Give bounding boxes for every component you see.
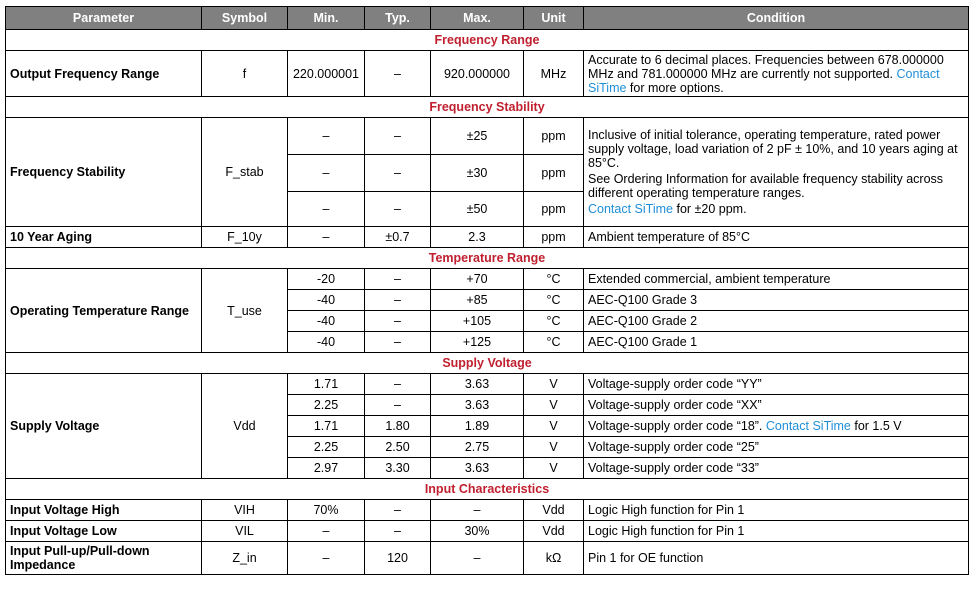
condition-cell: Pin 1 for OE function: [584, 542, 969, 575]
typ-cell: –: [365, 51, 431, 97]
condition-cell: Voltage-supply order code “25”: [584, 437, 969, 458]
typ-cell: –: [365, 332, 431, 353]
unit-cell: ppm: [524, 227, 584, 248]
min-cell: 2.25: [288, 437, 365, 458]
condition-cell: Ambient temperature of 85°C: [584, 227, 969, 248]
section-row: [6, 248, 969, 269]
section-title-input-characteristics: Input Characteristics: [6, 479, 969, 500]
header-min: Min.: [288, 7, 365, 30]
condition-cell: AEC-Q100 Grade 2: [584, 311, 969, 332]
table-row-supply-voltage: [6, 374, 969, 395]
header-typ: Typ.: [365, 7, 431, 30]
condition-cell: AEC-Q100 Grade 1: [584, 332, 969, 353]
unit-cell: Vdd: [524, 500, 584, 521]
table-row-output-frequency: [6, 51, 969, 97]
max-cell: ±30: [431, 155, 524, 192]
parameter-cell: Input Pull-up/Pull-down Impedance: [6, 542, 202, 575]
min-cell: –: [288, 192, 365, 227]
condition-text: Accurate to 6 decimal places. Frequencies between 678.000000 MHz and 781.000000 MHz are currently not supported.: [588, 52, 944, 81]
table-row-input-impedance: [6, 542, 969, 575]
min-cell: 1.71: [288, 374, 365, 395]
table-row-aging: [6, 227, 969, 248]
parameter-cell: Frequency Stability: [6, 118, 202, 227]
unit-cell: ppm: [524, 192, 584, 227]
max-cell: ±50: [431, 192, 524, 227]
max-cell: 2.75: [431, 437, 524, 458]
parameter-cell: Supply Voltage: [6, 374, 202, 479]
contact-sitime-link[interactable]: Contact SiTime: [588, 202, 673, 216]
unit-cell: °C: [524, 311, 584, 332]
condition-cell: Logic High function for Pin 1: [584, 500, 969, 521]
max-cell: 920.000000: [431, 51, 524, 97]
parameter-cell: Input Voltage Low: [6, 521, 202, 542]
min-cell: 2.97: [288, 458, 365, 479]
symbol-cell: VIL: [202, 521, 288, 542]
symbol-cell: T_use: [202, 269, 288, 353]
section-row: [6, 479, 969, 500]
condition-cell: Logic High function for Pin 1: [584, 521, 969, 542]
section-title-temperature-range: Temperature Range: [6, 248, 969, 269]
section-title-supply-voltage: Supply Voltage: [6, 353, 969, 374]
symbol-cell: f: [202, 51, 288, 97]
unit-cell: °C: [524, 290, 584, 311]
symbol-cell: VIH: [202, 500, 288, 521]
typ-cell: –: [365, 395, 431, 416]
header-row: [6, 7, 969, 30]
typ-cell: –: [365, 118, 431, 155]
parameter-cell: 10 Year Aging: [6, 227, 202, 248]
typ-cell: 120: [365, 542, 431, 575]
condition-cell: Voltage-supply order code “33”: [584, 458, 969, 479]
min-cell: –: [288, 227, 365, 248]
min-cell: -20: [288, 269, 365, 290]
max-cell: 2.3: [431, 227, 524, 248]
electrical-spec-table: [5, 6, 969, 575]
unit-cell: V: [524, 458, 584, 479]
unit-cell: ppm: [524, 118, 584, 155]
max-cell: ±25: [431, 118, 524, 155]
unit-cell: kΩ: [524, 542, 584, 575]
typ-cell: –: [365, 374, 431, 395]
typ-cell: –: [365, 311, 431, 332]
parameter-cell: Operating Temperature Range: [6, 269, 202, 353]
typ-cell: –: [365, 521, 431, 542]
min-cell: –: [288, 155, 365, 192]
typ-cell: ±0.7: [365, 227, 431, 248]
header-unit: Unit: [524, 7, 584, 30]
unit-cell: °C: [524, 332, 584, 353]
min-cell: –: [288, 118, 365, 155]
condition-text: for ±20 ppm.: [676, 202, 747, 216]
unit-cell: V: [524, 416, 584, 437]
max-cell: +125: [431, 332, 524, 353]
unit-cell: °C: [524, 269, 584, 290]
max-cell: +105: [431, 311, 524, 332]
max-cell: +85: [431, 290, 524, 311]
condition-cell: Voltage-supply order code “YY”: [584, 374, 969, 395]
max-cell: +70: [431, 269, 524, 290]
condition-cell: AEC-Q100 Grade 3: [584, 290, 969, 311]
condition-cell: [584, 416, 969, 437]
max-cell: 3.63: [431, 458, 524, 479]
condition-text: for more options.: [629, 80, 724, 95]
header-condition: Condition: [584, 7, 969, 30]
contact-sitime-link[interactable]: Contact SiTime: [765, 419, 851, 433]
min-cell: 220.000001: [288, 51, 365, 97]
typ-cell: –: [365, 155, 431, 192]
typ-cell: –: [365, 500, 431, 521]
condition-cell: [584, 51, 969, 97]
condition-text: See Ordering Information for available frequency stability across different operating temperature ranges.: [588, 172, 944, 200]
unit-cell: MHz: [524, 51, 584, 97]
max-cell: 30%: [431, 521, 524, 542]
max-cell: –: [431, 542, 524, 575]
min-cell: –: [288, 521, 365, 542]
parameter-cell: Input Voltage High: [6, 500, 202, 521]
unit-cell: Vdd: [524, 521, 584, 542]
parameter-cell: Output Frequency Range: [6, 51, 202, 97]
min-cell: -40: [288, 290, 365, 311]
typ-cell: 1.80: [365, 416, 431, 437]
condition-text: Inclusive of initial tolerance, operating temperature, rated power supply voltage, load variation of 2 pF ± 10%, and 10 years aging at 85°C.: [588, 128, 958, 170]
section-row: [6, 97, 969, 118]
table-row-operating-temperature: [6, 269, 969, 290]
typ-cell: –: [365, 192, 431, 227]
typ-cell: –: [365, 269, 431, 290]
symbol-cell: F_10y: [202, 227, 288, 248]
spec-table-container: [5, 6, 968, 575]
header-parameter: Parameter: [6, 7, 202, 30]
unit-cell: V: [524, 437, 584, 458]
min-cell: -40: [288, 332, 365, 353]
min-cell: -40: [288, 311, 365, 332]
unit-cell: ppm: [524, 155, 584, 192]
condition-cell: Extended commercial, ambient temperature: [584, 269, 969, 290]
min-cell: 2.25: [288, 395, 365, 416]
typ-cell: 2.50: [365, 437, 431, 458]
section-row: [6, 30, 969, 51]
header-max: Max.: [431, 7, 524, 30]
max-cell: 3.63: [431, 395, 524, 416]
section-title-frequency-range: Frequency Range: [6, 30, 969, 51]
table-row-frequency-stability: [6, 118, 969, 155]
max-cell: 3.63: [431, 374, 524, 395]
typ-cell: 3.30: [365, 458, 431, 479]
min-cell: –: [288, 542, 365, 575]
symbol-cell: F_stab: [202, 118, 288, 227]
unit-cell: V: [524, 395, 584, 416]
symbol-cell: Z_in: [202, 542, 288, 575]
condition-cell: [584, 118, 969, 227]
table-row-input-voltage-high: [6, 500, 969, 521]
max-cell: –: [431, 500, 524, 521]
condition-text: for 1.5 V: [854, 419, 902, 433]
symbol-cell: Vdd: [202, 374, 288, 479]
typ-cell: –: [365, 290, 431, 311]
header-symbol: Symbol: [202, 7, 288, 30]
unit-cell: V: [524, 374, 584, 395]
max-cell: 1.89: [431, 416, 524, 437]
table-row-input-voltage-low: [6, 521, 969, 542]
condition-cell: Voltage-supply order code “XX”: [584, 395, 969, 416]
min-cell: 1.71: [288, 416, 365, 437]
min-cell: 70%: [288, 500, 365, 521]
section-title-frequency-stability: Frequency Stability: [6, 97, 969, 118]
contact-sitime-link[interactable]: Contact SiTime: [588, 66, 940, 95]
condition-text: Voltage-supply order code “18”.: [588, 419, 763, 433]
section-row: [6, 353, 969, 374]
